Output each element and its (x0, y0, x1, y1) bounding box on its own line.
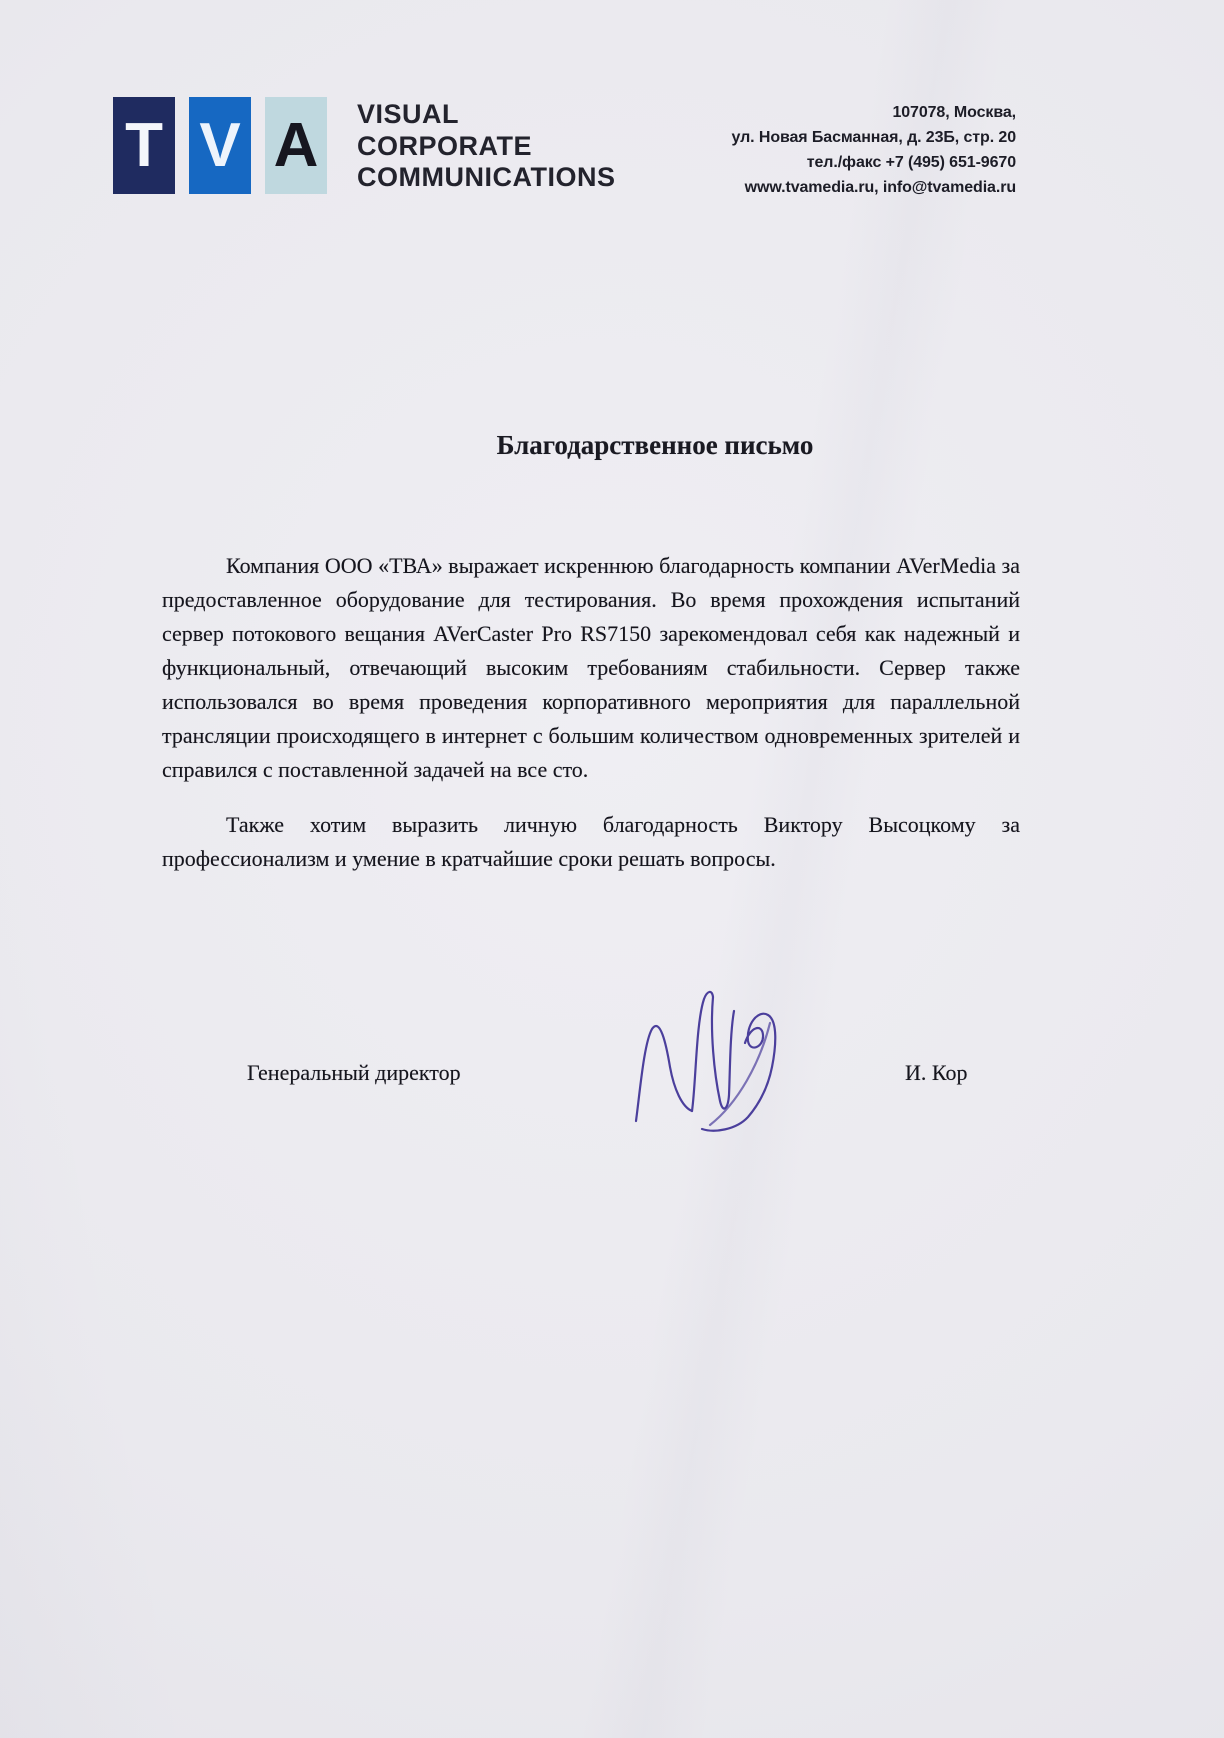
handwritten-signature (610, 983, 795, 1141)
contact-postal-city: 107078, Москва, (892, 104, 1016, 121)
logo-letter-a: A (265, 97, 327, 194)
letter-body (162, 549, 1020, 876)
logo-letter-v: V (189, 97, 251, 194)
letter-title: Благодарственное письмо (496, 430, 814, 460)
letter-paragraph-1: Компания ООО «ТВА» выражает искреннюю благодарность компании AVerMedia за предоставленное оборудование для тестирования. Во время прохождения испытаний сервер потокового вещания AVerCaster Pro RS7150 зарекомендовал себя как надежный и функциональный, отвечающий высоким требованиям стабильности. Сервер также использовался во время проведения корпоративного мероприятия для параллельной трансляции происходящего в интернет с большим количеством одновременных зрителей и справился с поставленной задачей на все сто. (162, 553, 1020, 782)
logo-letter-t: T (113, 97, 175, 194)
contact-block (732, 100, 1016, 200)
contact-web-email: www.tvamedia.ru, info@tvamedia.ru (744, 179, 1016, 196)
tva-logo (113, 97, 327, 194)
wordmark-line-corporate: CORPORATE (357, 130, 533, 161)
letter-paragraph-2: Также хотим выразить личную благодарность Виктору Высоцкому за профессионализм и умение в кратчайшие сроки решать вопросы. (162, 812, 1020, 871)
wordmark-line-communications: COMMUNICATIONS (357, 162, 616, 192)
contact-phone-fax: тел./факс +7 (495) 651-9670 (806, 154, 1016, 171)
signer-position: Генеральный директор (247, 1060, 461, 1085)
contact-street-address: ул. Новая Басманная, д. 23Б, стр. 20 (731, 129, 1016, 146)
logo-wordmark (357, 99, 615, 194)
signer-name: И. Кор (905, 1060, 968, 1085)
wordmark-line-visual: VISUAL (357, 99, 460, 129)
